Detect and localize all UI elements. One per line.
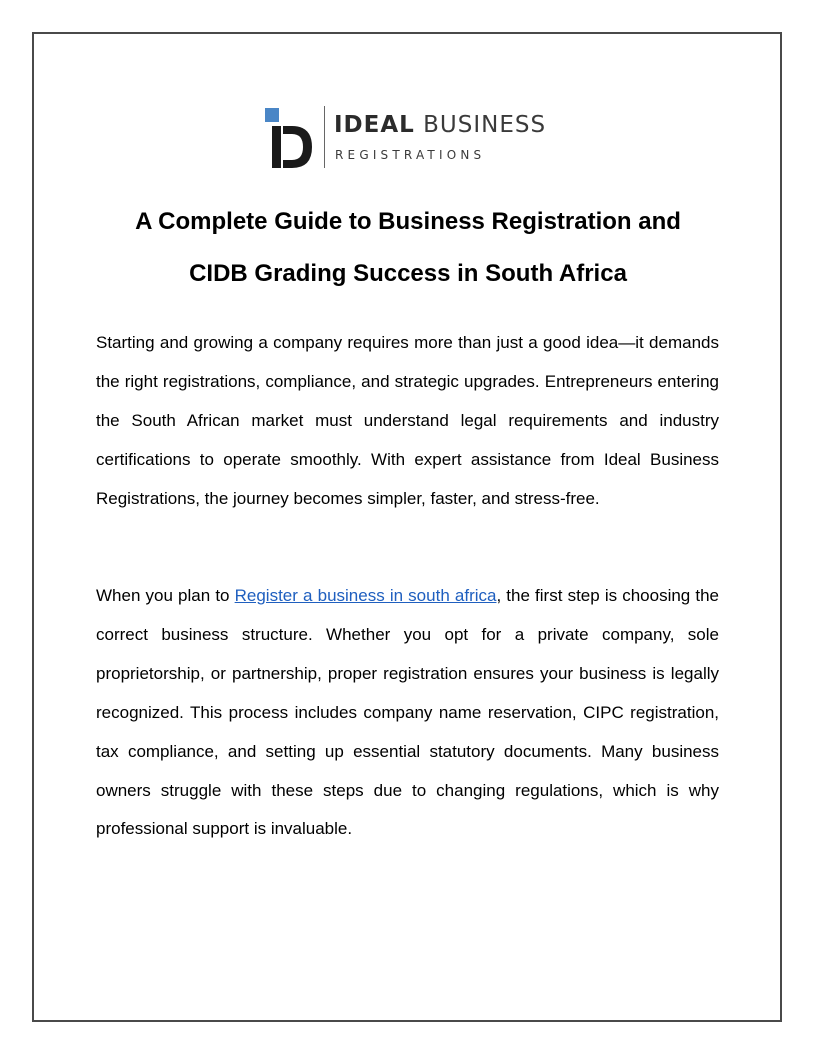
document-title-line-1: A Complete Guide to Business Registration and xyxy=(135,208,681,235)
logo-i-stem xyxy=(272,126,281,168)
logo-subline: REGISTRATIONS xyxy=(335,148,486,162)
register-business-link[interactable]: Register a business in south africa xyxy=(234,586,497,605)
paragraph-intro: Starting and growing a company requires more than just a good idea—it demands the right registrations, compliance, and strategic upgrades. Entrepreneurs entering the South African market must understand legal requirements and industry certifications to operate smoothly. With expert assistance from Ideal Business Registrations, the journey becomes simpler, faster, and stress-free. xyxy=(96,333,719,508)
logo-divider xyxy=(324,106,325,168)
logo-mark-icon xyxy=(262,104,318,170)
logo-brand-bold: IDEAL xyxy=(334,112,415,138)
paragraph-registration xyxy=(96,577,719,849)
logo-brand-light: BUSINESS xyxy=(414,112,547,138)
page-border xyxy=(32,32,782,1022)
paragraph-registration-lead: When you plan to xyxy=(96,586,235,605)
paragraph-registration-rest: , the first step is choosing the correct business structure. Whether you opt for a private company, sole proprietorship, or partnership, proper registration ensures your business is legally recognized. This process includes company name reservation, CIPC registration, tax compliance, and setting up essential statutory documents. Many business owners struggle with these steps due to changing regulations, which is why professional support is invaluable. xyxy=(96,586,720,839)
logo-d-bowl xyxy=(283,126,312,168)
logo-accent-square xyxy=(265,108,279,122)
document-title-line-2: CIDB Grading Success in South Africa xyxy=(189,260,627,287)
logo-brand-name xyxy=(334,112,546,138)
company-logo xyxy=(262,104,562,174)
